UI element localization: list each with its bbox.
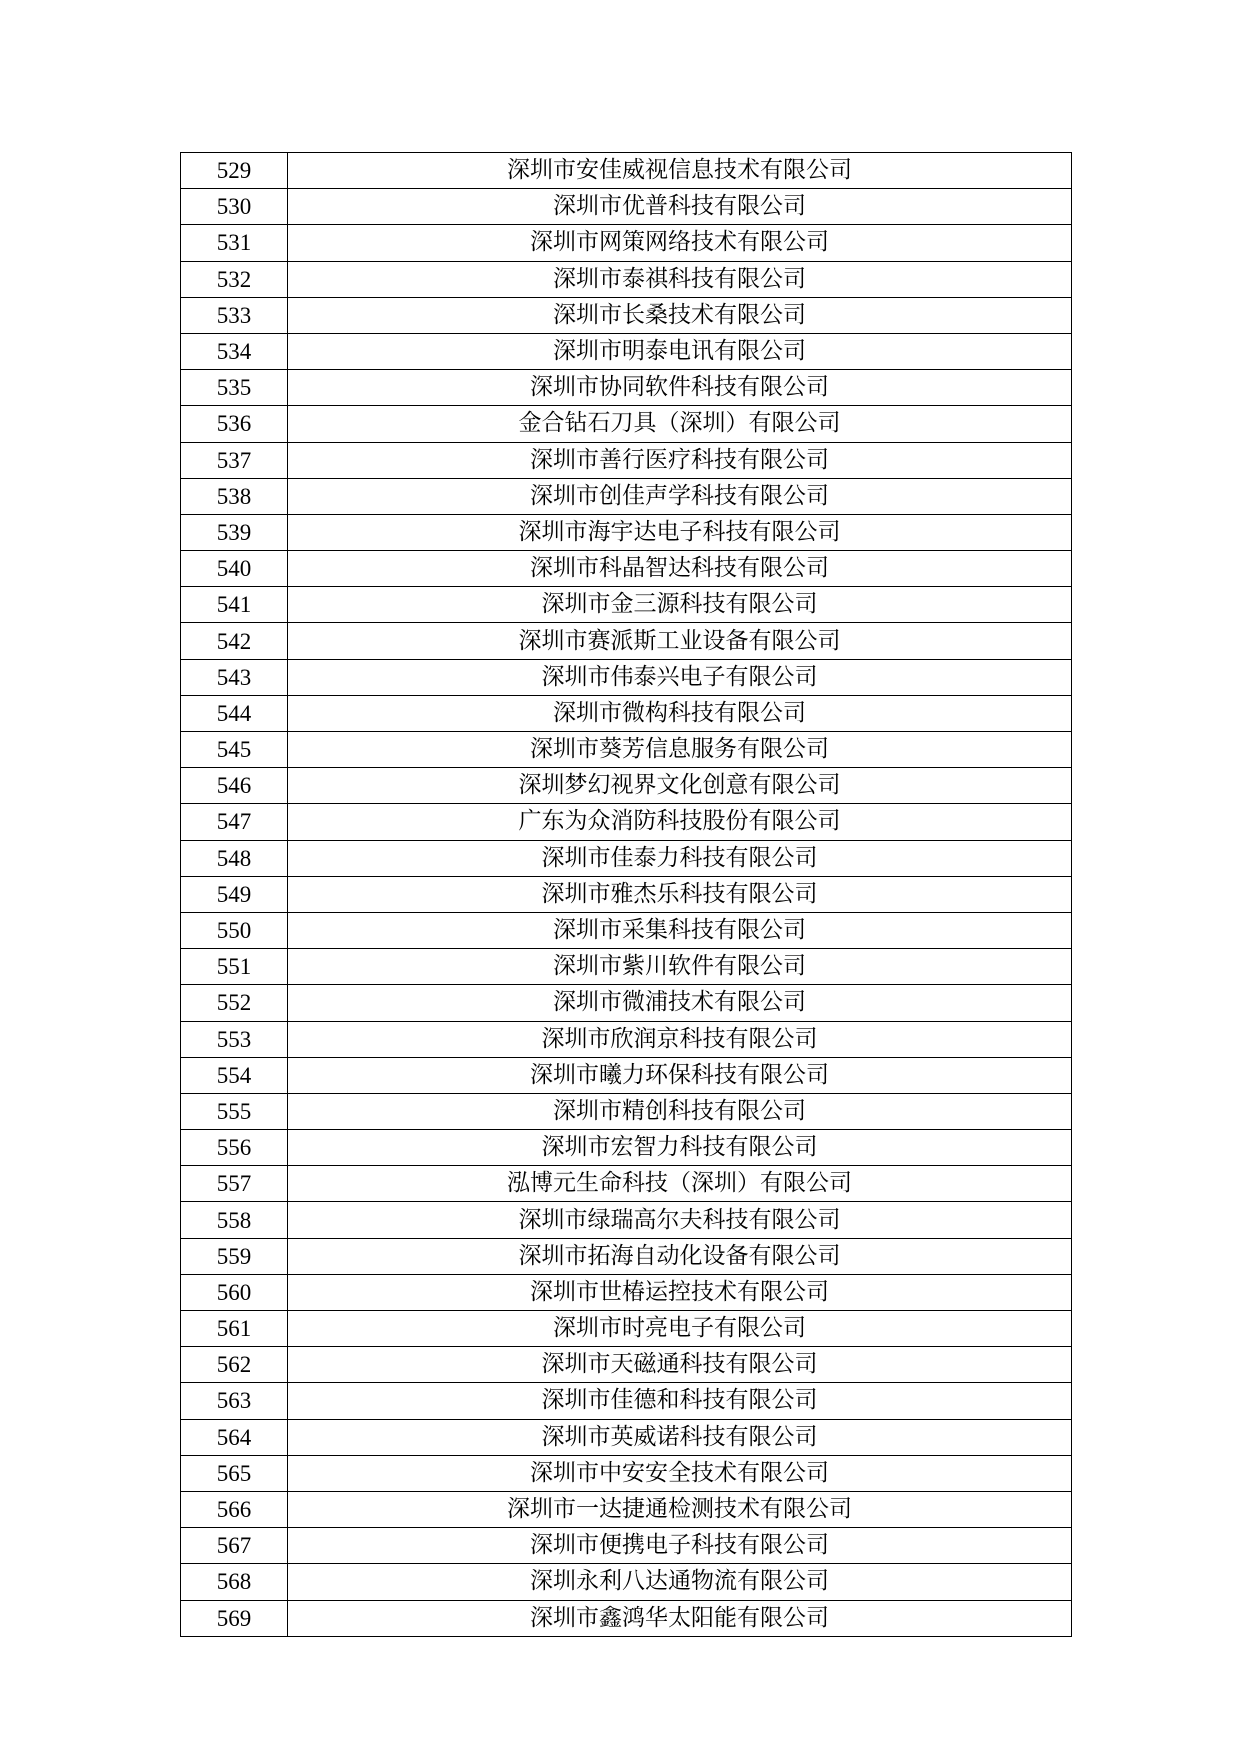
table-row — [181, 1238, 1072, 1274]
table-row — [181, 912, 1072, 948]
row-number-cell: 563 — [181, 1383, 288, 1419]
table-row — [181, 333, 1072, 369]
company-name-cell: 深圳市佳泰力科技有限公司 — [288, 840, 1072, 876]
table-row — [181, 1564, 1072, 1600]
company-name-cell: 广东为众消防科技股份有限公司 — [288, 804, 1072, 840]
company-name-cell: 深圳市泰祺科技有限公司 — [288, 261, 1072, 297]
row-number-cell: 564 — [181, 1419, 288, 1455]
row-number-cell: 565 — [181, 1455, 288, 1491]
row-number-cell: 552 — [181, 985, 288, 1021]
row-number-cell: 535 — [181, 370, 288, 406]
company-name-cell: 深圳市拓海自动化设备有限公司 — [288, 1238, 1072, 1274]
row-number-cell: 529 — [181, 153, 288, 189]
table-row — [181, 1021, 1072, 1057]
row-number-cell: 543 — [181, 659, 288, 695]
company-name-cell: 深圳市协同软件科技有限公司 — [288, 370, 1072, 406]
table-row — [181, 1383, 1072, 1419]
table-row — [181, 1274, 1072, 1310]
company-name-cell: 深圳市微浦技术有限公司 — [288, 985, 1072, 1021]
table-row — [181, 1528, 1072, 1564]
company-name-cell: 深圳市金三源科技有限公司 — [288, 587, 1072, 623]
table-row — [181, 1057, 1072, 1093]
table-row — [181, 804, 1072, 840]
company-name-cell: 深圳市鑫鸿华太阳能有限公司 — [288, 1600, 1072, 1636]
table-row — [181, 1130, 1072, 1166]
company-name-cell: 深圳市科晶智达科技有限公司 — [288, 551, 1072, 587]
table-row — [181, 768, 1072, 804]
table-row — [181, 949, 1072, 985]
table-row — [181, 189, 1072, 225]
table-row — [181, 261, 1072, 297]
table-row — [181, 732, 1072, 768]
row-number-cell: 555 — [181, 1093, 288, 1129]
table-row — [181, 478, 1072, 514]
table-row — [181, 623, 1072, 659]
company-name-cell: 深圳市中安安全技术有限公司 — [288, 1455, 1072, 1491]
table-row — [181, 985, 1072, 1021]
row-number-cell: 531 — [181, 225, 288, 261]
table-row — [181, 1419, 1072, 1455]
company-name-cell: 深圳市佳德和科技有限公司 — [288, 1383, 1072, 1419]
row-number-cell: 550 — [181, 912, 288, 948]
row-number-cell: 542 — [181, 623, 288, 659]
row-number-cell: 569 — [181, 1600, 288, 1636]
company-name-cell: 深圳市曦力环保科技有限公司 — [288, 1057, 1072, 1093]
company-name-cell: 深圳市世椿运控技术有限公司 — [288, 1274, 1072, 1310]
company-name-cell: 金合钻石刀具（深圳）有限公司 — [288, 406, 1072, 442]
table-row — [181, 1202, 1072, 1238]
row-number-cell: 532 — [181, 261, 288, 297]
table-row — [181, 370, 1072, 406]
table-row — [181, 1311, 1072, 1347]
company-name-cell: 深圳市紫川软件有限公司 — [288, 949, 1072, 985]
table-row — [181, 659, 1072, 695]
company-name-cell: 深圳梦幻视界文化创意有限公司 — [288, 768, 1072, 804]
company-name-cell: 深圳市欣润京科技有限公司 — [288, 1021, 1072, 1057]
row-number-cell: 534 — [181, 333, 288, 369]
row-number-cell: 551 — [181, 949, 288, 985]
company-name-cell: 深圳市绿瑞高尔夫科技有限公司 — [288, 1202, 1072, 1238]
row-number-cell: 549 — [181, 876, 288, 912]
row-number-cell: 547 — [181, 804, 288, 840]
table-row — [181, 876, 1072, 912]
row-number-cell: 537 — [181, 442, 288, 478]
row-number-cell: 567 — [181, 1528, 288, 1564]
row-number-cell: 546 — [181, 768, 288, 804]
table-row — [181, 1455, 1072, 1491]
table-row — [181, 1347, 1072, 1383]
row-number-cell: 548 — [181, 840, 288, 876]
company-name-cell: 深圳市精创科技有限公司 — [288, 1093, 1072, 1129]
row-number-cell: 544 — [181, 695, 288, 731]
company-list-body — [181, 153, 1072, 1637]
table-row — [181, 297, 1072, 333]
company-name-cell: 深圳市宏智力科技有限公司 — [288, 1130, 1072, 1166]
company-name-cell: 深圳市长桑技术有限公司 — [288, 297, 1072, 333]
company-name-cell: 深圳市雅杰乐科技有限公司 — [288, 876, 1072, 912]
row-number-cell: 540 — [181, 551, 288, 587]
company-list-table — [180, 152, 1072, 1637]
company-name-cell: 深圳市便携电子科技有限公司 — [288, 1528, 1072, 1564]
company-name-cell: 深圳市英威诺科技有限公司 — [288, 1419, 1072, 1455]
row-number-cell: 558 — [181, 1202, 288, 1238]
company-name-cell: 深圳市时亮电子有限公司 — [288, 1311, 1072, 1347]
row-number-cell: 538 — [181, 478, 288, 514]
company-name-cell: 深圳市创佳声学科技有限公司 — [288, 478, 1072, 514]
row-number-cell: 561 — [181, 1311, 288, 1347]
table-row — [181, 587, 1072, 623]
company-name-cell: 深圳永利八达通物流有限公司 — [288, 1564, 1072, 1600]
table-row — [181, 153, 1072, 189]
row-number-cell: 566 — [181, 1491, 288, 1527]
row-number-cell: 568 — [181, 1564, 288, 1600]
row-number-cell: 560 — [181, 1274, 288, 1310]
company-name-cell: 深圳市伟泰兴电子有限公司 — [288, 659, 1072, 695]
row-number-cell: 557 — [181, 1166, 288, 1202]
row-number-cell: 562 — [181, 1347, 288, 1383]
company-name-cell: 深圳市天磁通科技有限公司 — [288, 1347, 1072, 1383]
table-row — [181, 514, 1072, 550]
row-number-cell: 545 — [181, 732, 288, 768]
row-number-cell: 541 — [181, 587, 288, 623]
company-name-cell: 深圳市一达捷通检测技术有限公司 — [288, 1491, 1072, 1527]
company-name-cell: 深圳市网策网络技术有限公司 — [288, 225, 1072, 261]
company-name-cell: 深圳市采集科技有限公司 — [288, 912, 1072, 948]
company-name-cell: 深圳市善行医疗科技有限公司 — [288, 442, 1072, 478]
company-name-cell: 深圳市明泰电讯有限公司 — [288, 333, 1072, 369]
row-number-cell: 556 — [181, 1130, 288, 1166]
table-row — [181, 551, 1072, 587]
company-name-cell: 深圳市微构科技有限公司 — [288, 695, 1072, 731]
table-row — [181, 225, 1072, 261]
company-name-cell: 深圳市优普科技有限公司 — [288, 189, 1072, 225]
table-row — [181, 695, 1072, 731]
row-number-cell: 553 — [181, 1021, 288, 1057]
company-name-cell: 泓博元生命科技（深圳）有限公司 — [288, 1166, 1072, 1202]
row-number-cell: 539 — [181, 514, 288, 550]
row-number-cell: 554 — [181, 1057, 288, 1093]
table-row — [181, 1600, 1072, 1636]
table-row — [181, 406, 1072, 442]
row-number-cell: 530 — [181, 189, 288, 225]
row-number-cell: 536 — [181, 406, 288, 442]
table-row — [181, 840, 1072, 876]
company-name-cell: 深圳市葵芳信息服务有限公司 — [288, 732, 1072, 768]
company-name-cell: 深圳市海宇达电子科技有限公司 — [288, 514, 1072, 550]
company-name-cell: 深圳市赛派斯工业设备有限公司 — [288, 623, 1072, 659]
table-row — [181, 442, 1072, 478]
company-name-cell: 深圳市安佳威视信息技术有限公司 — [288, 153, 1072, 189]
row-number-cell: 559 — [181, 1238, 288, 1274]
row-number-cell: 533 — [181, 297, 288, 333]
table-row — [181, 1491, 1072, 1527]
table-row — [181, 1093, 1072, 1129]
table-row — [181, 1166, 1072, 1202]
